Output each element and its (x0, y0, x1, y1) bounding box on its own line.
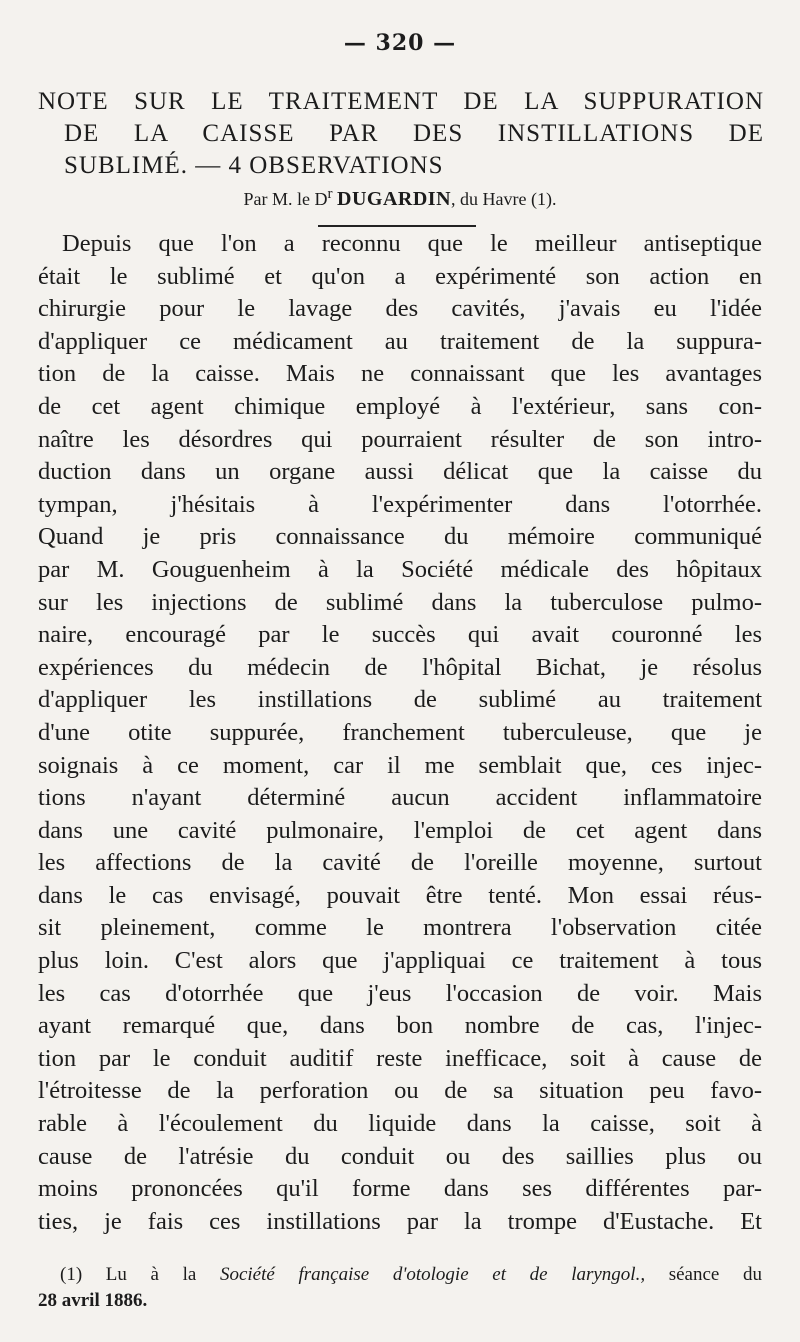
footnote-tail: séance du (668, 1264, 762, 1285)
title-line-2: DE LA CAISSE PAR DES INSTILLATIONS DE (64, 120, 764, 147)
body-line: sur les injections de sublimé dans la tuberculose pulmo- (38, 588, 762, 616)
body-line: tion de la caisse. Mais ne connaissant que les avantages (38, 360, 762, 388)
body-line: chirurgie pour le lavage des cavités, j'avais eu l'idée (38, 295, 762, 323)
body-line: ayant remarqué que, dans bon nombre de cas, l'injec- (38, 1012, 762, 1040)
body-line: moins prononcées qu'il forme dans ses différentes par- (38, 1175, 762, 1203)
body-line: naître les désordres qui pourraient résulter de son intro- (38, 425, 762, 453)
footnote-date: 28 avril 1886. (38, 1290, 148, 1311)
title-line-3: SUBLIMÉ. — 4 OBSERVATIONS (64, 152, 444, 179)
body-line: expériences du médecin de l'hôpital Bichat, je résolus (38, 653, 762, 681)
body-line: d'appliquer ce médicament au traitement de la suppura- (38, 327, 762, 355)
body-line: sit pleinement, comme le montrera l'observation citée (38, 914, 762, 942)
body-line: d'appliquer les instillations de sublimé au traitement (38, 686, 762, 714)
title-separator-rule (318, 225, 476, 227)
byline-prefix: Par M. le D (243, 189, 328, 209)
body-line: les cas d'otorrhée que j'eus l'occasion de voir. Mais (38, 979, 762, 1007)
page-number: — 320 — (343, 30, 457, 56)
body-line: tion par le conduit auditif reste inefficace, soit à cause de (38, 1044, 762, 1072)
footnote-lead: (1) Lu à la (60, 1264, 197, 1285)
article-title (38, 86, 764, 182)
body-line: soignais à ce moment, car il me semblait que, ces injec- (38, 751, 762, 779)
body-line: plus loin. C'est alors que j'appliquai ce traitement à tous (38, 947, 762, 975)
title-line-1: NOTE SUR LE TRAITEMENT DE LA SUPPURATION (38, 88, 764, 115)
body-line: dans une cavité pulmonaire, l'emploi de cet agent dans (38, 816, 762, 844)
body-line: naire, encouragé par le succès qui avait couronné les (38, 621, 762, 649)
author-byline (0, 186, 800, 211)
body-line: dans le cas envisagé, pouvait être tenté. Mon essai réus- (38, 881, 762, 909)
body-line: rable à l'écoulement du liquide dans la caisse, soit à (38, 1110, 762, 1138)
byline-suffix: , du Havre (1). (451, 189, 557, 209)
body-line: les affections de la cavité de l'oreille moyenne, surtout (38, 849, 762, 877)
article-body (38, 228, 762, 1238)
body-line: de cet agent chimique employé à l'extérieur, sans con- (38, 392, 762, 420)
body-line: l'étroitesse de la perforation ou de sa situation peu favo- (38, 1077, 762, 1105)
body-line: d'une otite suppurée, franchement tuberculeuse, que je (38, 718, 762, 746)
footnote-journal: Société française d'otologie et de laryngol., (219, 1264, 646, 1285)
body-line: était le sublimé et qu'on a expérimenté son action en (38, 262, 762, 290)
footnote-line-1 (38, 1262, 762, 1288)
body-line: Depuis que l'on a reconnu que le meilleur antiseptique (62, 230, 762, 257)
footnote (38, 1262, 762, 1314)
body-line: ties, je fais ces instillations par la trompe d'Eustache. Et (38, 1207, 762, 1235)
body-line: tympan, j'hésitais à l'expérimenter dans l'otorrhée. (38, 490, 762, 518)
body-line: cause de l'atrésie du conduit ou des saillies plus ou (38, 1142, 762, 1170)
author-name: DUGARDIN (337, 188, 452, 210)
body-line: par M. Gouguenheim à la Société médicale des hôpitaux (38, 555, 762, 583)
body-line: tions n'ayant déterminé aucun accident inflammatoire (38, 784, 762, 812)
body-line: Quand je pris connaissance du mémoire communiqué (38, 523, 762, 551)
body-line: duction dans un organe aussi délicat que la caisse du (38, 458, 762, 486)
byline-dr-suffix: r (327, 186, 333, 202)
